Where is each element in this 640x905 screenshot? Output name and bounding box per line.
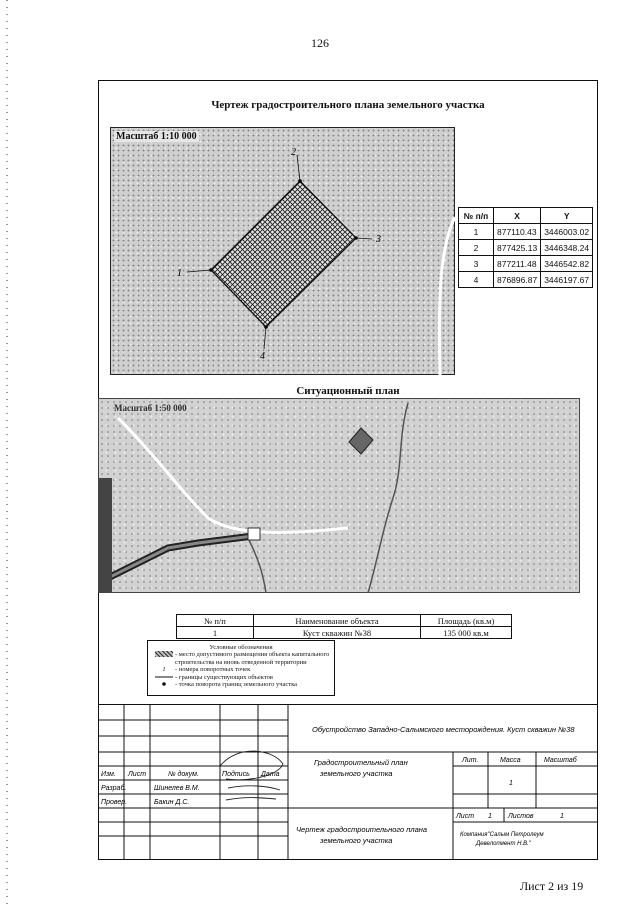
drawing-title-line1: Чертеж градостроительного плана: [296, 825, 428, 834]
hatch-icon: [155, 651, 173, 657]
lit-label: Лит.: [462, 757, 479, 764]
scale-label: Масштаб: [544, 757, 577, 764]
plot-scale-label: Масштаб 1:10 000: [116, 131, 197, 142]
col-change: Изм.: [101, 771, 116, 778]
col-signature: Подпись: [222, 771, 250, 778]
objects-table: [176, 614, 512, 639]
table-row: 4 876896.87 3446197.67: [459, 272, 593, 288]
checker-name: Бакин Д.С.: [154, 799, 190, 806]
company-line1: Компания"Салым Петролеум: [460, 832, 544, 838]
legend: [147, 640, 335, 696]
situation-scale-label: Масштаб 1:50 000: [114, 403, 187, 413]
point-number-icon: 1: [162, 666, 166, 673]
sheets-label: Листов: [508, 813, 534, 820]
legend-item: - границы существующих объектов: [148, 674, 334, 682]
point-label: 1: [177, 268, 182, 279]
well-pad-marker: [349, 428, 373, 454]
main-title: Чертеж градостроительного плана земельного участка: [211, 99, 485, 111]
turn-point-icon: [155, 681, 173, 687]
col-sheet: Лист: [128, 771, 147, 778]
point-label: 4: [260, 351, 265, 362]
situation-drawing: [98, 398, 580, 593]
doc-title-line2: земельного участка: [320, 769, 393, 778]
legend-item: - место допустимого размещения объекта капитального строительства на вновь отведенной территории: [148, 651, 334, 666]
drawing-title-line2: земельного участка: [320, 836, 393, 845]
table-row: 3 877211.48 3446542.82: [459, 256, 593, 272]
coordinates-table: [458, 207, 593, 288]
table-row: 1 877110.43 3446003.02: [459, 224, 593, 240]
sheet-value: 1: [488, 813, 492, 820]
table-row: 1 Куст скважин №38 135 000 кв.м: [177, 627, 512, 639]
table-row: 2 877425.13 3446348.24: [459, 240, 593, 256]
col-header: Площадь (кв.м): [421, 615, 512, 627]
doc-title-line1: Градостроительный план: [314, 758, 408, 767]
mass-label: Масса: [500, 757, 521, 764]
col-header: Наименование объекта: [254, 615, 421, 627]
developer-label: Разраб.: [101, 785, 127, 792]
company-line2: Девелопмент Н.В.": [476, 841, 531, 847]
legend-title: Условные обозначения: [209, 644, 273, 651]
col-date: Дата: [261, 771, 280, 778]
col-header: № п/п: [459, 208, 494, 224]
scan-edge-marks: [6, 0, 8, 905]
sheet-footer: Лист 2 из 19: [520, 879, 584, 893]
developer-name: Шинелев В.М.: [154, 785, 200, 792]
page-number: 126: [311, 36, 329, 50]
col-docnum: № докум.: [168, 771, 199, 778]
project-title: Обустройство Западно-Салымского месторождения. Куст скважин №38: [312, 725, 575, 734]
legend-item: - точка поворота границ земельного участка: [148, 681, 334, 689]
sheet-label: Лист: [456, 813, 475, 820]
point-label: 3: [376, 234, 381, 245]
land-plot-polygon: [211, 181, 356, 327]
title-block: [98, 704, 598, 860]
legend-item: 1 - номера поворотных точек: [148, 666, 334, 674]
col-header: X: [494, 208, 541, 224]
situation-plan-title: Ситуационный план: [296, 385, 400, 397]
boundary-line-icon: [155, 674, 173, 680]
col-header: Y: [541, 208, 593, 224]
plot-drawing: [110, 127, 455, 375]
sheets-value: 1: [560, 813, 564, 820]
point-label: 2: [291, 147, 296, 158]
col-header: № п/п: [177, 615, 254, 627]
checker-label: Провер.: [101, 799, 128, 806]
mass-value: 1: [509, 780, 513, 787]
